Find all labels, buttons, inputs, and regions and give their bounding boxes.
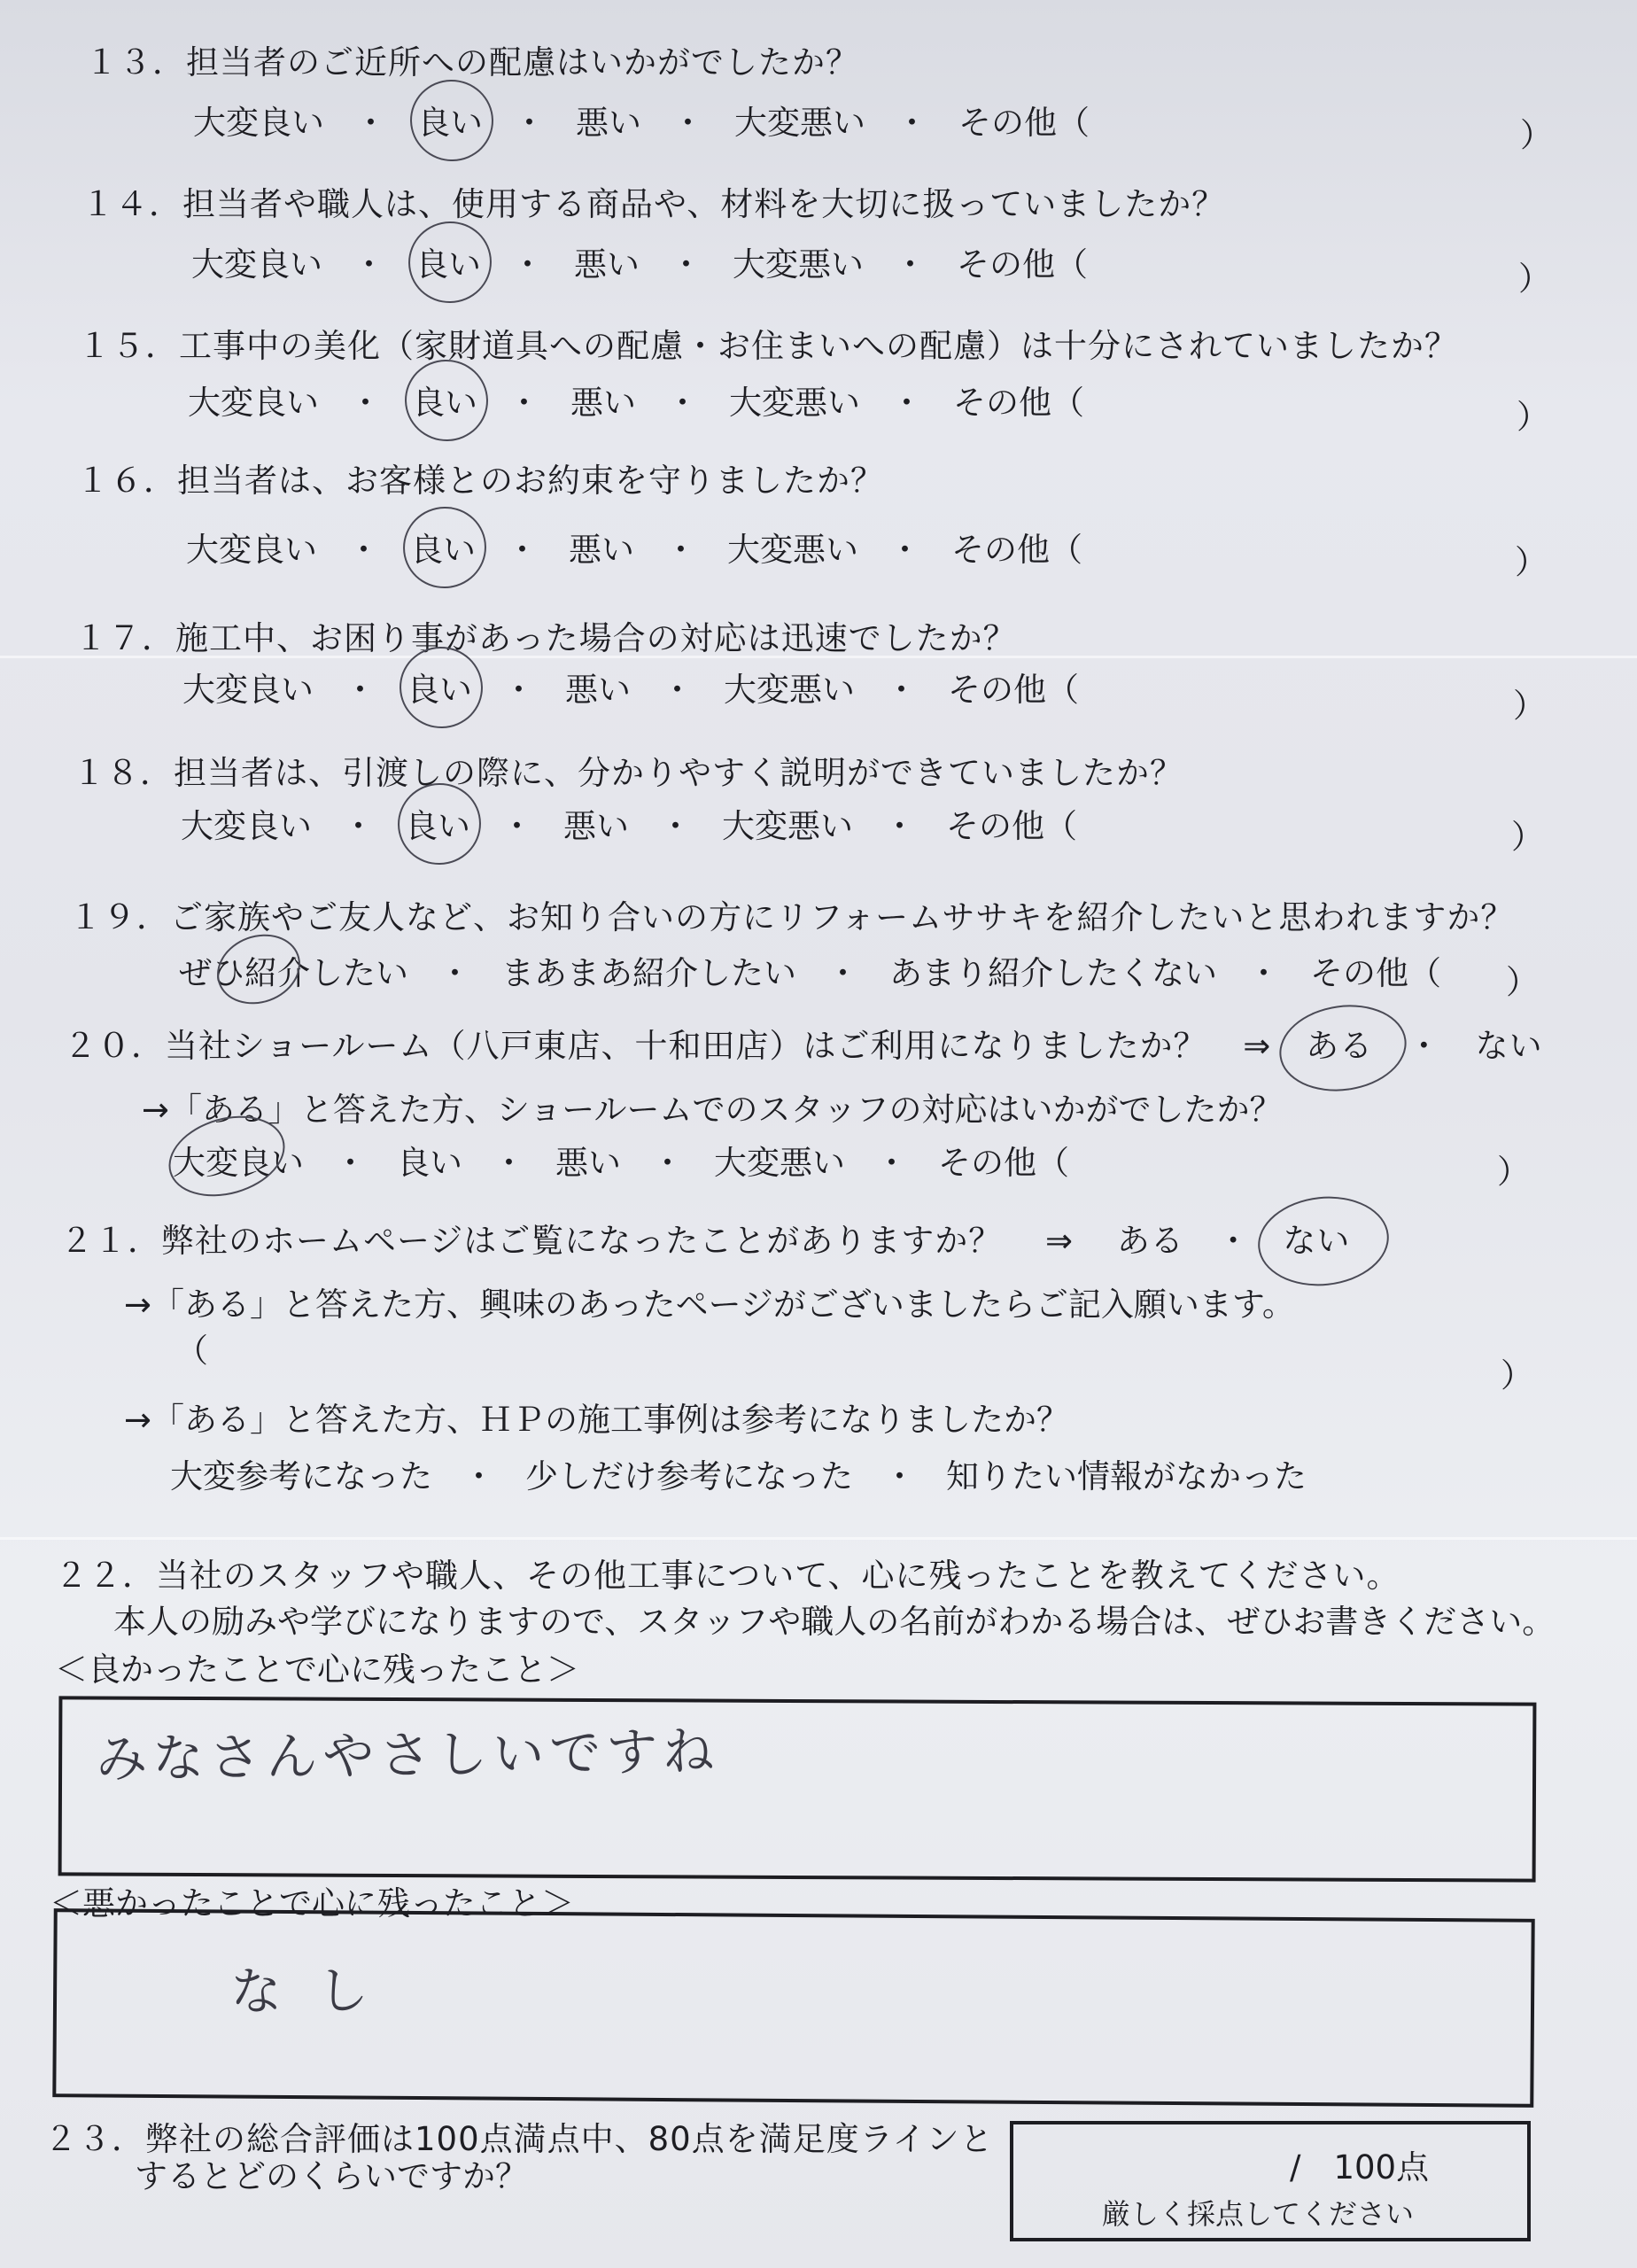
q18-option-bad[interactable]: 悪い: [563, 807, 629, 845]
question-23: ２３．弊社の総合評価は100点満点中、80点を満足度ラインと: [44, 2120, 994, 2158]
q21-option-slightly-helpful[interactable]: 少しだけ参考になった: [525, 1457, 853, 1495]
q17-options: 大変良い ・ 良い ・ 悪い ・ 大変悪い ・ その他（: [182, 663, 1079, 711]
good-memories-label: ＜良かったことで心に残ったこと＞: [55, 1651, 579, 1689]
q15-option-very-bad[interactable]: 大変悪い: [729, 384, 860, 422]
q18-option-very-bad[interactable]: 大変悪い: [722, 807, 853, 845]
q19-close-paren: ）: [1506, 963, 1539, 1001]
q13-option-other[interactable]: その他（: [958, 104, 1090, 142]
q17-option-other[interactable]: その他（: [948, 671, 1079, 709]
selection-circle: [400, 214, 499, 311]
q19-options: ぜひ紹介したい ・ まあまあ紹介したい ・ あまり紹介したくない ・ その他（: [179, 946, 1441, 994]
good-memories-box[interactable]: [58, 1696, 1537, 1882]
score-suffix: / 100点: [1290, 2148, 1430, 2186]
q21-close-paren: ）: [1501, 1356, 1533, 1394]
bad-memories-box[interactable]: [52, 1908, 1534, 2108]
q14-option-good[interactable]: 良い: [415, 237, 481, 285]
q17-option-bad[interactable]: 悪い: [565, 671, 631, 709]
score-note: 厳しく採点してください: [1102, 2197, 1415, 2231]
q20-option-other[interactable]: その他（: [938, 1144, 1069, 1182]
q19-option-not-really[interactable]: あまり紹介したくない: [889, 954, 1217, 992]
q17-option-very-bad[interactable]: 大変悪い: [724, 671, 855, 709]
q21-option-no-info[interactable]: 知りたい情報がなかった: [946, 1457, 1307, 1495]
q16-option-bad[interactable]: 悪い: [569, 531, 634, 569]
q20-option-yes[interactable]: ある: [1306, 1027, 1385, 1065]
score-box[interactable]: [1010, 2121, 1531, 2241]
q14-options: 大変良い ・ 良い ・ 悪い ・ 大変悪い ・ その他（: [191, 237, 1088, 285]
q18-option-very-good[interactable]: 大変良い: [181, 807, 312, 845]
q14-option-other[interactable]: その他（: [957, 245, 1088, 284]
selection-circle: [399, 353, 495, 448]
q20-option-bad[interactable]: 悪い: [555, 1144, 621, 1182]
question-19: １９．ご家族やご友人など、お知り合いの方にリフォームササキを紹介したいと思われますか？: [69, 898, 1515, 936]
q16-option-very-good[interactable]: 大変良い: [186, 531, 317, 569]
question-17: １７．施工中、お困り事があった場合の対応は迅速でしたか？: [74, 619, 1017, 657]
q17-close-paren: ）: [1513, 687, 1546, 725]
q16-option-very-bad[interactable]: 大変悪い: [727, 531, 858, 569]
q19-option-somewhat[interactable]: まあまあ紹介したい: [501, 954, 796, 992]
q17-option-good[interactable]: 良い: [407, 663, 472, 711]
q15-option-bad[interactable]: 悪い: [570, 384, 636, 422]
question-22: ２２．当社のスタッフや職人、その他工事について、心に残ったことを教えてください。: [55, 1557, 1400, 1595]
q20-option-very-good[interactable]: 大変良い: [173, 1136, 304, 1184]
q15-option-very-good[interactable]: 大変良い: [188, 384, 319, 422]
q21-option-no[interactable]: ない: [1283, 1222, 1350, 1260]
q15-option-other[interactable]: その他（: [953, 384, 1084, 422]
q19-option-other[interactable]: その他（: [1310, 954, 1441, 992]
q18-option-other[interactable]: その他（: [946, 807, 1077, 845]
q13-option-very-bad[interactable]: 大変悪い: [734, 104, 865, 142]
bad-memories-answer: なし: [229, 1960, 405, 2023]
good-memories-answer: みなさんやさしいですね: [95, 1720, 720, 1790]
q18-options: 大変良い ・ 良い ・ 悪い ・ 大変悪い ・ その他（: [181, 799, 1077, 847]
q20-followup: →「ある」と答えた方、ショールームでのスタッフの対応はいかがでしたか？: [142, 1091, 1283, 1129]
q21-option-very-helpful[interactable]: 大変参考になった: [170, 1457, 432, 1495]
question-15: １５．工事中の美化（家財道具への配慮・お住まいへの配慮）は十分にされていましたか？: [78, 327, 1458, 365]
q21-followup-options: 大変参考になった ・ 少しだけ参考になった ・ 知りたい情報がなかった: [170, 1449, 1307, 1497]
q20-followup-options: 大変良い ・ 良い ・ 悪い ・ 大変悪い ・ その他（: [173, 1136, 1069, 1184]
q20-option-very-bad[interactable]: 大変悪い: [714, 1144, 845, 1182]
q13-option-bad[interactable]: 悪い: [576, 104, 641, 142]
question-22-note: 本人の励みや学びになりますので、スタッフや職人の名前がわかる場合は、ぜひお書きください。: [113, 1603, 1556, 1641]
q21-followup-2: →「ある」と答えた方、ＨＰの施工事例は参考になりましたか？: [124, 1401, 1070, 1439]
question-20: ２０．当社ショールーム（八戸東店、十和田店）はご利用になりましたか？ ⇒ ある ・ ない: [64, 1019, 1543, 1067]
q15-close-paren: ）: [1517, 398, 1549, 436]
question-18: １８．担当者は、引渡しの際に、分かりやすく説明ができていましたか？: [73, 754, 1183, 792]
q16-option-other[interactable]: その他（: [951, 531, 1082, 569]
q13-option-very-good[interactable]: 大変良い: [193, 104, 324, 142]
q16-option-good[interactable]: 良い: [410, 523, 476, 571]
q18-option-good[interactable]: 良い: [405, 799, 470, 847]
bad-memories-label: ＜悪かったことで心に残ったこと＞: [50, 1884, 574, 1922]
q14-option-bad[interactable]: 悪い: [574, 245, 640, 284]
q15-option-good[interactable]: 良い: [412, 376, 477, 423]
question-16: １６．担当者は、お客様とのお約束を守りましたか？: [76, 462, 884, 500]
q13-close-paren: ）: [1520, 116, 1553, 154]
question-23-line2: するとどのくらいですか？: [135, 2157, 528, 2195]
question-13: １３．担当者のご近所への配慮はいかがでしたか？: [85, 43, 859, 82]
q21-followup-1: →「ある」と答えた方、興味のあったページがございましたらご記入願います。: [124, 1285, 1295, 1324]
q15-options: 大変良い ・ 良い ・ 悪い ・ 大変悪い ・ その他（: [188, 376, 1084, 423]
q14-option-very-good[interactable]: 大変良い: [191, 245, 322, 284]
q16-close-paren: ）: [1515, 543, 1548, 581]
q19-option-recommend[interactable]: ぜひ紹介したい: [179, 946, 408, 994]
q17-option-very-good[interactable]: 大変良い: [182, 671, 314, 709]
question-21: ２１．弊社のホームページはご覧になったことがありますか？ ⇒ ある ・ ない: [60, 1214, 1350, 1262]
question-14: １４．担当者や職人は、使用する商品や、材料を大切に扱っていましたか？: [81, 185, 1226, 223]
q21-open-paren: （: [175, 1332, 208, 1370]
q18-close-paren: ）: [1511, 818, 1544, 856]
q20-option-good[interactable]: 良い: [397, 1144, 462, 1182]
q13-option-good[interactable]: 良い: [417, 96, 483, 144]
q14-option-very-bad[interactable]: 大変悪い: [733, 245, 864, 284]
q21-option-yes[interactable]: ある: [1116, 1222, 1184, 1260]
q13-options: 大変良い ・ 良い ・ 悪い ・ 大変悪い ・ その他（: [193, 96, 1090, 144]
selection-circle: [404, 74, 500, 168]
selection-circle: [395, 499, 493, 596]
q14-close-paren: ）: [1518, 260, 1551, 298]
q20-option-no[interactable]: ない: [1475, 1027, 1543, 1065]
q20-close-paren: ）: [1497, 1153, 1530, 1191]
q16-options: 大変良い ・ 良い ・ 悪い ・ 大変悪い ・ その他（: [186, 523, 1082, 571]
selection-circle: [1274, 997, 1412, 1099]
paper-fold: [0, 1537, 1637, 1540]
